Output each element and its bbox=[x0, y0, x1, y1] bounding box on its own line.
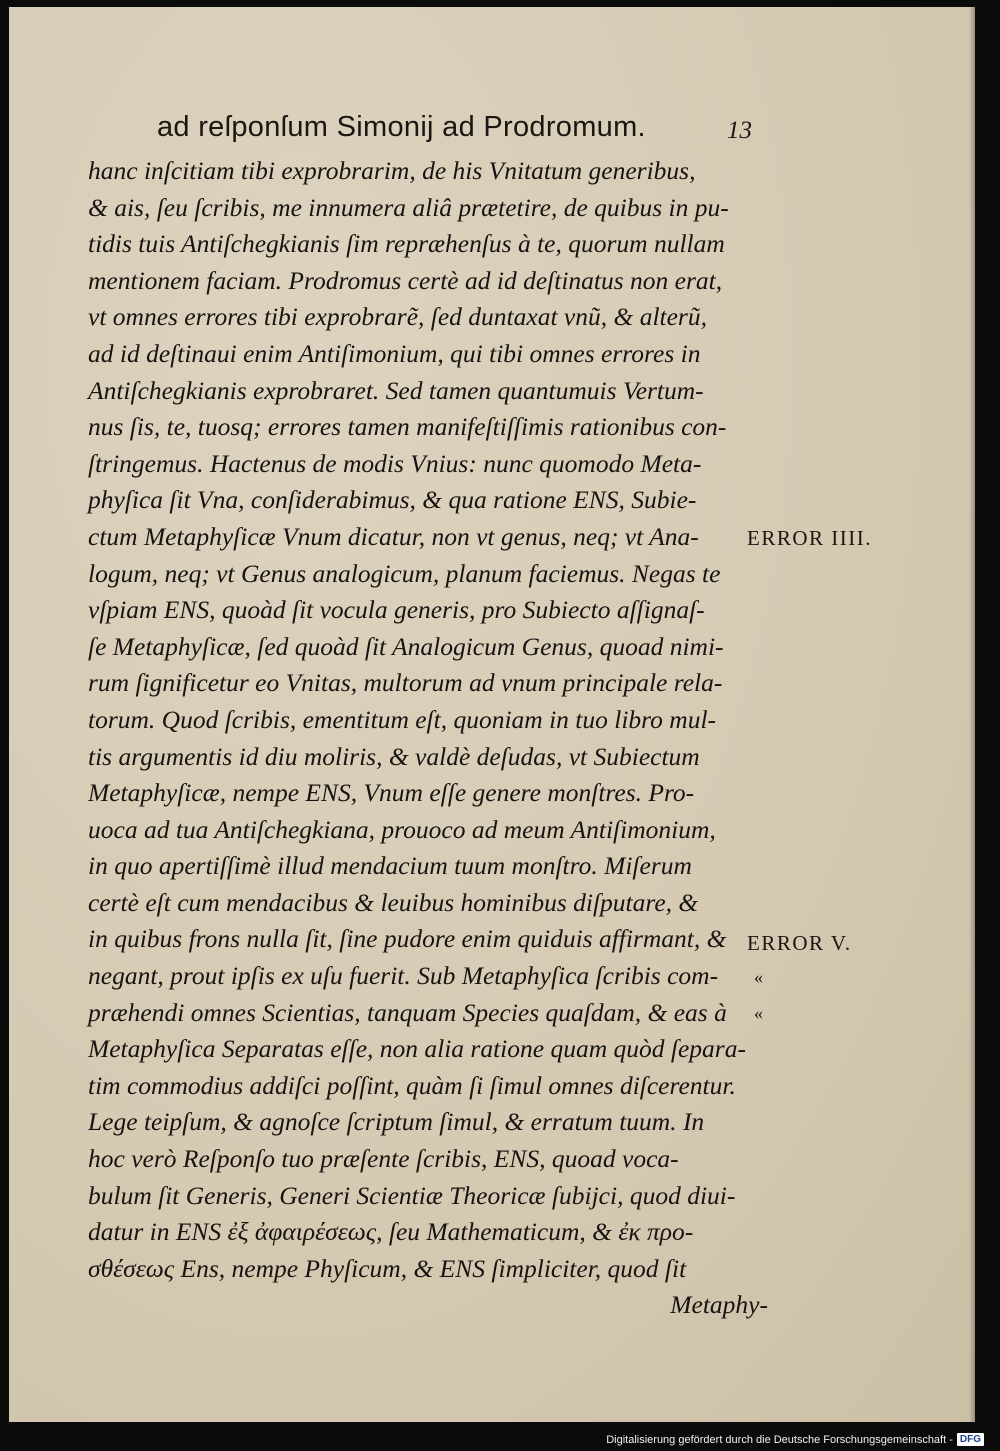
margin-note-error-4: ERROR IIII. bbox=[747, 526, 872, 550]
text-line: mentionem faciam. Prodromus certè ad id deſtinatus non erat, bbox=[88, 265, 723, 295]
text-line: tis argumentis id diu moliris, & valdè deſudas, vt Subiectum bbox=[88, 741, 700, 771]
funding-credit: Digitalisierung gefördert durch die Deutsche Forschungsgemeinschaft - bbox=[606, 1433, 953, 1446]
text-line: negant, prout ipſis ex uſu fuerit. Sub Metaphyſica ſcribis com- bbox=[88, 961, 719, 991]
text-line: & ais, ſeu ſcribis, me innumera aliâ prætetire, de quibus in pu- bbox=[88, 192, 729, 222]
text-line: in quo apertiſſimè illud mendacium tuum monſtro. Miſerum bbox=[88, 851, 692, 881]
text-line: Metaphyſicæ, nempe ENS, Vnum eſſe genere monſtres. Pro- bbox=[88, 778, 695, 808]
text-line: Metaphyſica Separatas eſſe, non alia ratione quam quòd ſepara- bbox=[88, 1034, 746, 1064]
text-line: tidis tuis Antiſchegkianis ſim repræhenſus à te, quorum nullam bbox=[88, 229, 725, 259]
text-line: uoca ad tua Antiſchegkiana, prouoco ad meum Antiſimonium, bbox=[88, 814, 716, 844]
text-line: vt omnes errores tibi exprobrarẽ, ſed duntaxat vnũ, & alterũ, bbox=[88, 302, 707, 332]
text-line: ad id deſtinaui enim Antiſimonium, qui tibi omnes errores in bbox=[88, 338, 701, 368]
text-line: ſe Metaphyſicæ, ſed quoàd ſit Analogicum Genus, quoad nimi- bbox=[88, 631, 724, 661]
margin-note-error-5: ERROR V. bbox=[747, 931, 852, 955]
text-line: σθέσεως Ens, nempe Phyſicum, & ENS ſimpliciter, quod ſit bbox=[88, 1253, 687, 1283]
running-title: ad reſponſum Simonij ad Prodromum. bbox=[157, 111, 646, 143]
text-line: certè eſt cum mendacibus & leuibus hominibus diſputare, & bbox=[88, 887, 699, 917]
book-page bbox=[9, 7, 975, 1422]
text-line: hoc verò Reſponſo tuo præſente ſcribis, ENS, quoad voca- bbox=[88, 1144, 679, 1174]
quotation-mark: « bbox=[754, 967, 763, 987]
text-line: Antiſchegkianis exprobraret. Sed tamen quantumuis Vertum- bbox=[88, 375, 704, 405]
text-line: ſtringemus. Hactenus de modis Vnius: nunc quomodo Meta- bbox=[88, 448, 702, 478]
text-line: phyſica ſit Vna, conſiderabimus, & qua ratione ENS, Subie- bbox=[88, 485, 697, 515]
catchword: Metaphy- bbox=[670, 1290, 768, 1320]
text-line: vſpiam ENS, quoàd ſit vocula generis, pro Subiecto aſſignaſ- bbox=[88, 595, 705, 625]
text-line: ctum Metaphyſicæ Vnum dicatur, non vt genus, neq; vt Ana- bbox=[88, 521, 699, 551]
text-line: logum, neq; vt Genus analogicum, planum faciemus. Negas te bbox=[88, 558, 721, 588]
text-line: bulum ſit Generis, Generi Scientiæ Theoricæ ſubijci, quod diui- bbox=[88, 1180, 736, 1210]
body-text bbox=[88, 153, 768, 1324]
text-line: torum. Quod ſcribis, ementitum eſt, quoniam in tuo libro mul- bbox=[88, 704, 717, 734]
text-line: hanc inſcitiam tibi exprobrarim, de his Vnitatum generibus, bbox=[88, 156, 696, 185]
digitization-footer bbox=[606, 1433, 984, 1446]
text-line: tim commodius addiſci poſſint, quàm ſi ſimul omnes diſcerentur. bbox=[88, 1070, 736, 1100]
text-line: rum ſignificetur eo Vnitas, multorum ad vnum principale rela- bbox=[88, 668, 723, 698]
text-line: in quibus frons nulla ſit, ſine pudore enim quiduis affirmant, & bbox=[88, 924, 727, 954]
dfg-logo-icon: DFG bbox=[957, 1433, 984, 1446]
text-line: nus ſis, te, tuosq; errores tamen manifeſtiſſimis rationibus con- bbox=[88, 412, 727, 442]
text-line: datur in ENS ἐξ ἀφαιρέσεως, ſeu Mathematicum, & ἐκ προ- bbox=[88, 1217, 694, 1247]
text-line: præhendi omnes Scientias, tanquam Species quaſdam, & eas à bbox=[88, 997, 727, 1027]
quotation-mark: « bbox=[754, 1003, 763, 1023]
text-line: Lege teipſum, & agnoſce ſcriptum ſimul, & erratum tuum. In bbox=[88, 1107, 705, 1137]
page-number: 13 bbox=[727, 117, 752, 144]
